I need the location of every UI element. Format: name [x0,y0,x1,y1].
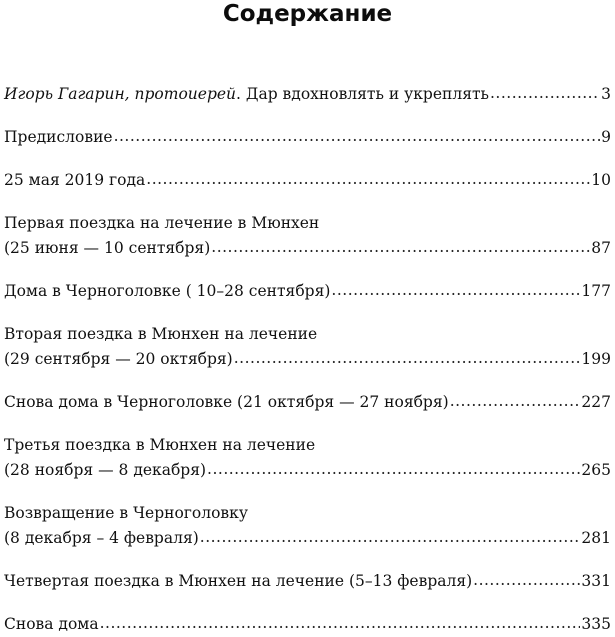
toc-entry [4,82,611,107]
dot-leader [234,346,581,371]
toc-entry [4,168,611,193]
toc-line [4,458,611,483]
toc-entry-title: (25 июня — 10 сентября) [4,239,211,257]
toc-page-number: 227 [581,393,611,411]
toc-entry-title [4,82,489,107]
toc-entry-title: (29 сентября — 20 октября) [4,350,233,368]
toc-entry [4,433,611,483]
page-title: Содержание [222,1,393,27]
toc-line [4,390,611,415]
toc-line [4,236,611,261]
table-of-contents [4,82,611,637]
toc-entry-title-text: . Дар вдохновлять и укреплять [236,85,489,103]
dot-leader [200,525,581,550]
toc-page-number: 9 [601,128,611,146]
toc-line [4,125,611,150]
dot-leader [331,278,580,303]
toc-entry [4,569,611,594]
toc-entry [4,211,611,261]
toc-line [4,612,611,637]
toc-entry-title: Снова дома [4,615,99,633]
toc-entry [4,279,611,304]
toc-page-number: 199 [581,350,611,368]
toc-entry-title: (28 ноября — 8 декабря) [4,461,207,479]
toc-page-number: 87 [591,239,611,257]
dot-leader [211,235,590,260]
toc-page-number: 335 [581,615,611,633]
toc-entry [4,322,611,372]
toc-entry-title-line1: Возвращение в Черноголовку [4,504,248,522]
toc-line [4,526,611,551]
toc-entry [4,612,611,637]
toc-line [4,279,611,304]
toc-line [4,569,611,594]
toc-page-number: 331 [581,572,611,590]
toc-line [4,82,611,107]
toc-line [4,168,611,193]
dot-leader [490,81,600,106]
dot-leader [146,167,590,192]
toc-page-number: 10 [591,171,611,189]
toc-page-number: 265 [581,461,611,479]
toc-entry [4,125,611,150]
toc-entry-author: Игорь Гагарин, протоиерей [4,85,237,103]
toc-entry-title-line1: Третья поездка в Мюнхен на лечение [4,436,316,454]
toc-entry-title: (8 декабря – 4 февраля) [4,529,199,547]
dot-leader [450,389,581,414]
toc-page-number: 281 [581,529,611,547]
toc-page-number: 3 [601,85,611,103]
toc-entry-title-line1: Вторая поездка в Мюнхен на лечение [4,325,318,343]
toc-entry [4,501,611,551]
dot-leader [114,124,601,149]
dot-leader [473,568,580,593]
toc-entry-title: Предисловие [4,128,113,146]
dot-leader [207,457,580,482]
dot-leader [100,611,581,636]
toc-entry-title: 25 мая 2019 года [4,171,146,189]
toc-entry-title-line1: Первая поездка на лечение в Мюнхен [4,214,320,232]
toc-entry-title: Снова дома в Черноголовке (21 октября — 27 ноября) [4,393,449,411]
toc-entry-title: Четвертая поездка в Мюнхен на лечение (5–13 февраля) [4,572,473,590]
toc-entry [4,390,611,415]
toc-page-number: 177 [581,282,611,300]
toc-entry-title: Дома в Черноголовке ( 10–28 сентября) [4,282,331,300]
toc-line [4,347,611,372]
